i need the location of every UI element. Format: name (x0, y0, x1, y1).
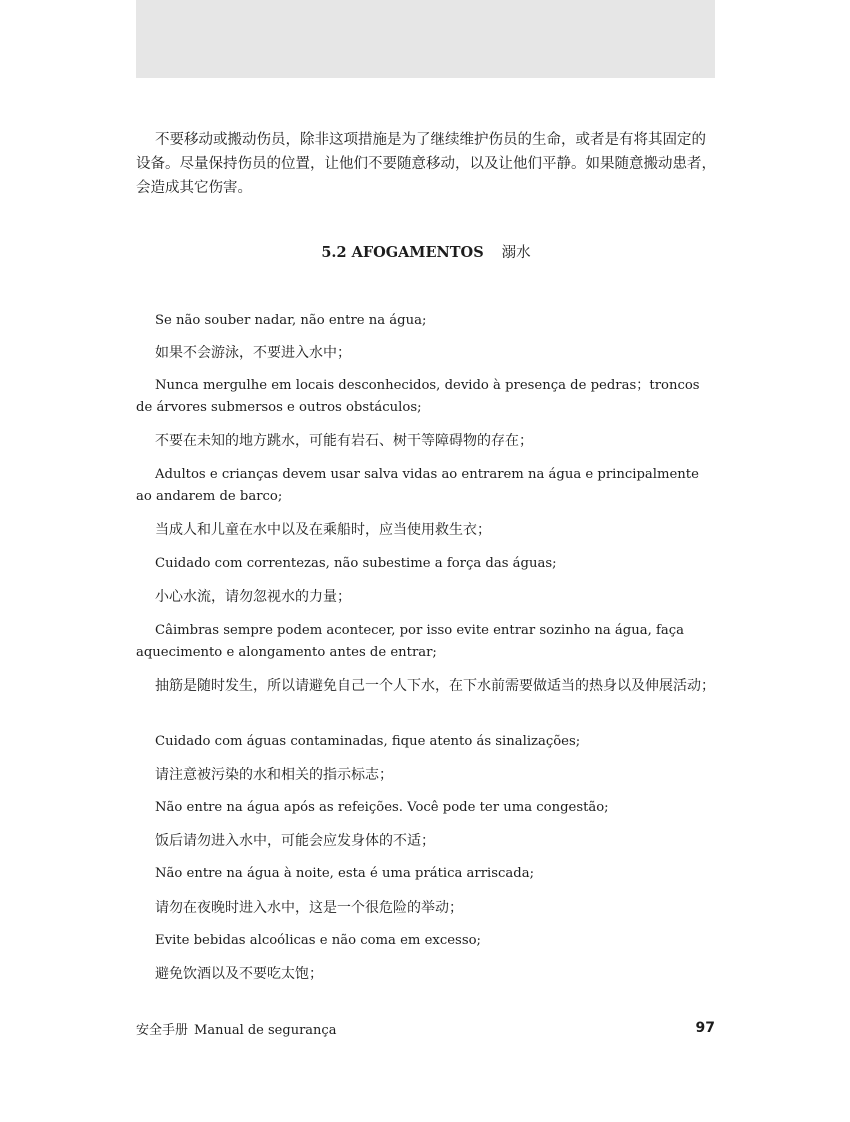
top-image-placeholder (136, 0, 715, 78)
section-title: 5.2 AFOGAMENTOS (321, 244, 484, 261)
footer-title-zh: 安全手册 (136, 1023, 189, 1038)
paragraph-zh: 请勿在夜晚时进入水中，这是一个很危险的举动； (155, 900, 463, 916)
paragraph-zh: 当成人和儿童在水中以及在乘船时，应当使用救生衣； (155, 522, 491, 538)
paragraph-pt: Câimbras sempre podem acontecer, por isso evite entrar sozinho na água, faça aquecimento e alongamento antes de entrar; (136, 623, 684, 660)
paragraph-pt: Nunca mergulhe em locais desconhecidos, devido à presença de pedras；troncos de árvores submersos e outros obstáculos; (136, 378, 700, 415)
paragraph-zh: 不要在未知的地方跳水，可能有岩石、树干等障碍物的存在； (155, 433, 533, 449)
paragraph-pt: Não entre na água à noite, esta é uma prática arriscada; (155, 866, 535, 881)
section-heading (136, 241, 716, 262)
footer-title (136, 1019, 336, 1038)
section-title-zh: 溺水 (501, 245, 531, 261)
paragraph-pt: Cuidado com correntezas, não subestime a força das águas; (155, 556, 557, 571)
paragraph-zh: 抽筋是随时发生，所以请避免自己一个人下水，在下水前需要做适当的热身以及伸展活动； (155, 678, 715, 694)
paragraph-zh: 小心水流，请勿忽视水的力量； (155, 589, 351, 605)
paragraph-zh: 饭后请勿进入水中，可能会应发身体的不适； (155, 833, 435, 849)
paragraph-pt: Cuidado com águas contaminadas, fique atento ás sinalizações; (155, 734, 581, 749)
page-number: 97 (695, 1020, 715, 1036)
paragraph-zh: 请注意被污染的水和相关的指示标志； (155, 767, 393, 783)
paragraph-pt: Adultos e crianças devem usar salva vidas ao entrarem na água e principalmente ao andarem de barco; (136, 467, 699, 504)
paragraph-zh: 避免饮酒以及不要吃太饱； (155, 966, 323, 982)
paragraph-pt: Não entre na água após as refeições. Você pode ter uma congestão; (155, 800, 609, 815)
footer-title-pt: Manual de segurança (194, 1023, 337, 1038)
intro-paragraph: 不要移动或搬动伤员，除非这项措施是为了继续维护伤员的生命，或者是有将其固定的设备。尽量保持伤员的位置，让他们不要随意移动，以及让他们平静。如果随意搬动患者，会造成其它伤害。 (136, 132, 716, 196)
paragraph-pt: Se não souber nadar, não entre na água; (155, 313, 427, 328)
paragraph-zh: 如果不会游泳，不要进入水中； (155, 345, 351, 361)
paragraph-pt: Evite bebidas alcoólicas e não coma em excesso; (155, 933, 481, 948)
